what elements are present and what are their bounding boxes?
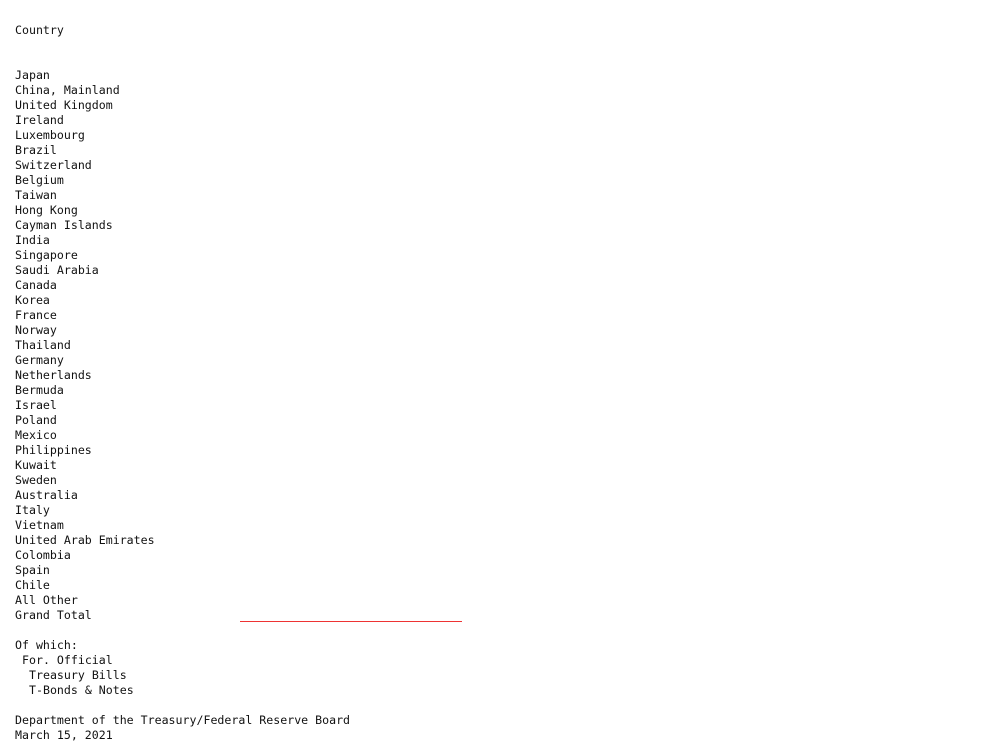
table-row-country: Ireland (15, 113, 64, 127)
table-row-country: All Other (15, 593, 78, 607)
table-row-country: Cayman Islands (15, 218, 113, 232)
table-row-country: Philippines (15, 443, 92, 457)
of-which-label: Of which: (15, 638, 78, 652)
table-row-country: Canada (15, 278, 57, 292)
of-which-row-label: For. Official (22, 653, 113, 667)
footer-date: March 15, 2021 (15, 728, 113, 742)
table-row-country: Vietnam (15, 518, 64, 532)
table-row-country: China, Mainland (15, 83, 120, 97)
table-row-country: Brazil (15, 143, 57, 157)
table-row-country: Taiwan (15, 188, 57, 202)
table-row-country: Belgium (15, 173, 64, 187)
column-header-country: Country (15, 23, 64, 37)
highlight-underline (240, 621, 462, 622)
table-row-country: Mexico (15, 428, 57, 442)
table-row-country: Chile (15, 578, 50, 592)
table-row-country: Singapore (15, 248, 78, 262)
table-row-country: Korea (15, 293, 50, 307)
table-row-country: Luxembourg (15, 128, 85, 142)
table-row-country: Australia (15, 488, 78, 502)
table-row-country: Kuwait (15, 458, 57, 472)
table-row-country: India (15, 233, 50, 247)
table-row-country: Netherlands (15, 368, 92, 382)
table-row-country: Norway (15, 323, 57, 337)
footer-source: Department of the Treasury/Federal Reserve Board (15, 713, 351, 727)
table-row-country: Grand Total (15, 608, 92, 622)
table-row-country: Thailand (15, 338, 71, 352)
table-row-country: United Arab Emirates (15, 533, 155, 547)
table-row-country: France (15, 308, 57, 322)
table-row-country: United Kingdom (15, 98, 113, 112)
of-which-row-label: Treasury Bills (29, 668, 127, 682)
table-row-country: Israel (15, 398, 57, 412)
table-row-country: Saudi Arabia (15, 263, 99, 277)
table-row-country: Colombia (15, 548, 71, 562)
table-row-country: Italy (15, 503, 50, 517)
of-which-row-label: T-Bonds & Notes (29, 683, 134, 697)
table-row-country: Bermuda (15, 383, 64, 397)
table-row-country: Japan (15, 68, 50, 82)
table-row-country: Spain (15, 563, 50, 577)
table-row-country: Sweden (15, 473, 57, 487)
table-row-country: Poland (15, 413, 57, 427)
table-row-country: Germany (15, 353, 64, 367)
table-row-country: Switzerland (15, 158, 92, 172)
table-row-country: Hong Kong (15, 203, 78, 217)
